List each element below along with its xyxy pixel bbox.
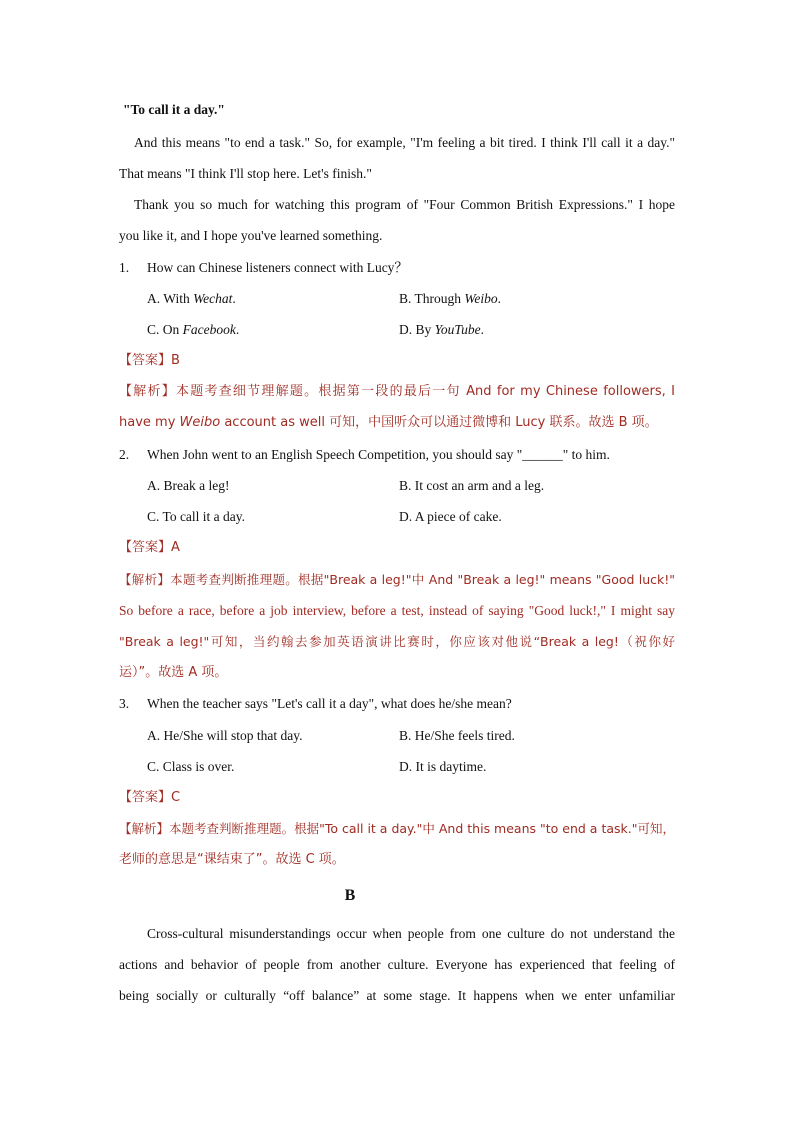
analysis-line: 老师的意思是“课结束了”。故选 C 项。 xyxy=(119,852,345,867)
option-b: B. He/She feels tired. xyxy=(399,728,515,743)
question-number: 3. xyxy=(119,696,130,711)
option-b: B. Through Weibo. xyxy=(399,291,502,306)
answer-label: 【答案】C xyxy=(119,790,181,805)
option-c: C. Class is over. xyxy=(147,759,235,774)
paragraph-line: That means "I think I'll stop here. Let's finish." xyxy=(119,166,372,181)
answer-label: 【答案】A xyxy=(119,540,180,555)
option-c: C. To call it a day. xyxy=(147,509,246,524)
option-c: C. On Facebook. xyxy=(147,322,240,337)
quote-heading: "To call it a day." xyxy=(123,102,225,117)
question-text: How can Chinese listeners connect with Lucy？ xyxy=(147,260,408,275)
passage-line: actions and behavior of people from another culture. Everyone has experienced that feeling of xyxy=(119,957,675,972)
option-b: B. It cost an arm and a leg. xyxy=(399,478,545,493)
passage-line: Cross-cultural misunderstandings occur when people from one culture do not understand the xyxy=(147,926,675,941)
analysis-line: So before a race, before a job interview, before a test, instead of saying "Good luck!," I might say xyxy=(119,603,675,618)
question-text: When John went to an English Speech Competition, you should say "______" to him. xyxy=(147,447,610,462)
option-d: D. It is daytime. xyxy=(399,759,487,774)
analysis-line: "Break a leg!"可知，当约翰去参加英语演讲比赛时，你应该对他说“Break a leg!（祝你好 xyxy=(119,634,675,649)
option-d: D. By YouTube. xyxy=(399,322,485,337)
question-1 xyxy=(119,258,675,278)
paragraph-line: And this means "to end a task." So, for example, "I'm feeling a bit tired. I think I'll call it a day." xyxy=(134,135,675,150)
question-number: 2. xyxy=(119,447,130,462)
question-number: 1. xyxy=(119,260,130,275)
analysis-line: 运）”。故选 A 项。 xyxy=(119,665,228,680)
option-a: A. He/She will stop that day. xyxy=(147,728,303,743)
question-2 xyxy=(119,445,675,465)
answer-label: 【答案】B xyxy=(119,353,180,368)
analysis-line: 【解析】本题考查判断推理题。根据"To call it a day."中 And this means "to end a task."可知， xyxy=(119,821,675,836)
question-text: When the teacher says "Let's call it a day", what does he/she mean? xyxy=(147,696,512,711)
analysis-line: 【解析】本题考查判断推理题。根据"Break a leg!"中 And "Break a leg!" means "Good luck!" xyxy=(119,572,675,587)
paragraph-line: you like it, and I hope you've learned something. xyxy=(119,228,383,243)
analysis-line: 【解析】本题考查细节理解题。根据第一段的最后一句 And for my Chinese followers, I xyxy=(119,384,675,399)
option-a: A. Break a leg! xyxy=(147,478,230,493)
option-d: D. A piece of cake. xyxy=(399,509,502,524)
section-heading: B xyxy=(344,887,356,904)
option-a: A. With Wechat. xyxy=(147,291,236,306)
passage-line: being socially or culturally “off balance” at some stage. It happens when we enter unfamiliar xyxy=(119,988,675,1003)
analysis-line: have my Weibo account as well 可知，中国听众可以通过微博和 Lucy 联系。故选 B 项。 xyxy=(119,415,658,430)
question-3 xyxy=(119,694,675,714)
paragraph-line: Thank you so much for watching this program of "Four Common British Expressions." I hope xyxy=(134,197,675,212)
